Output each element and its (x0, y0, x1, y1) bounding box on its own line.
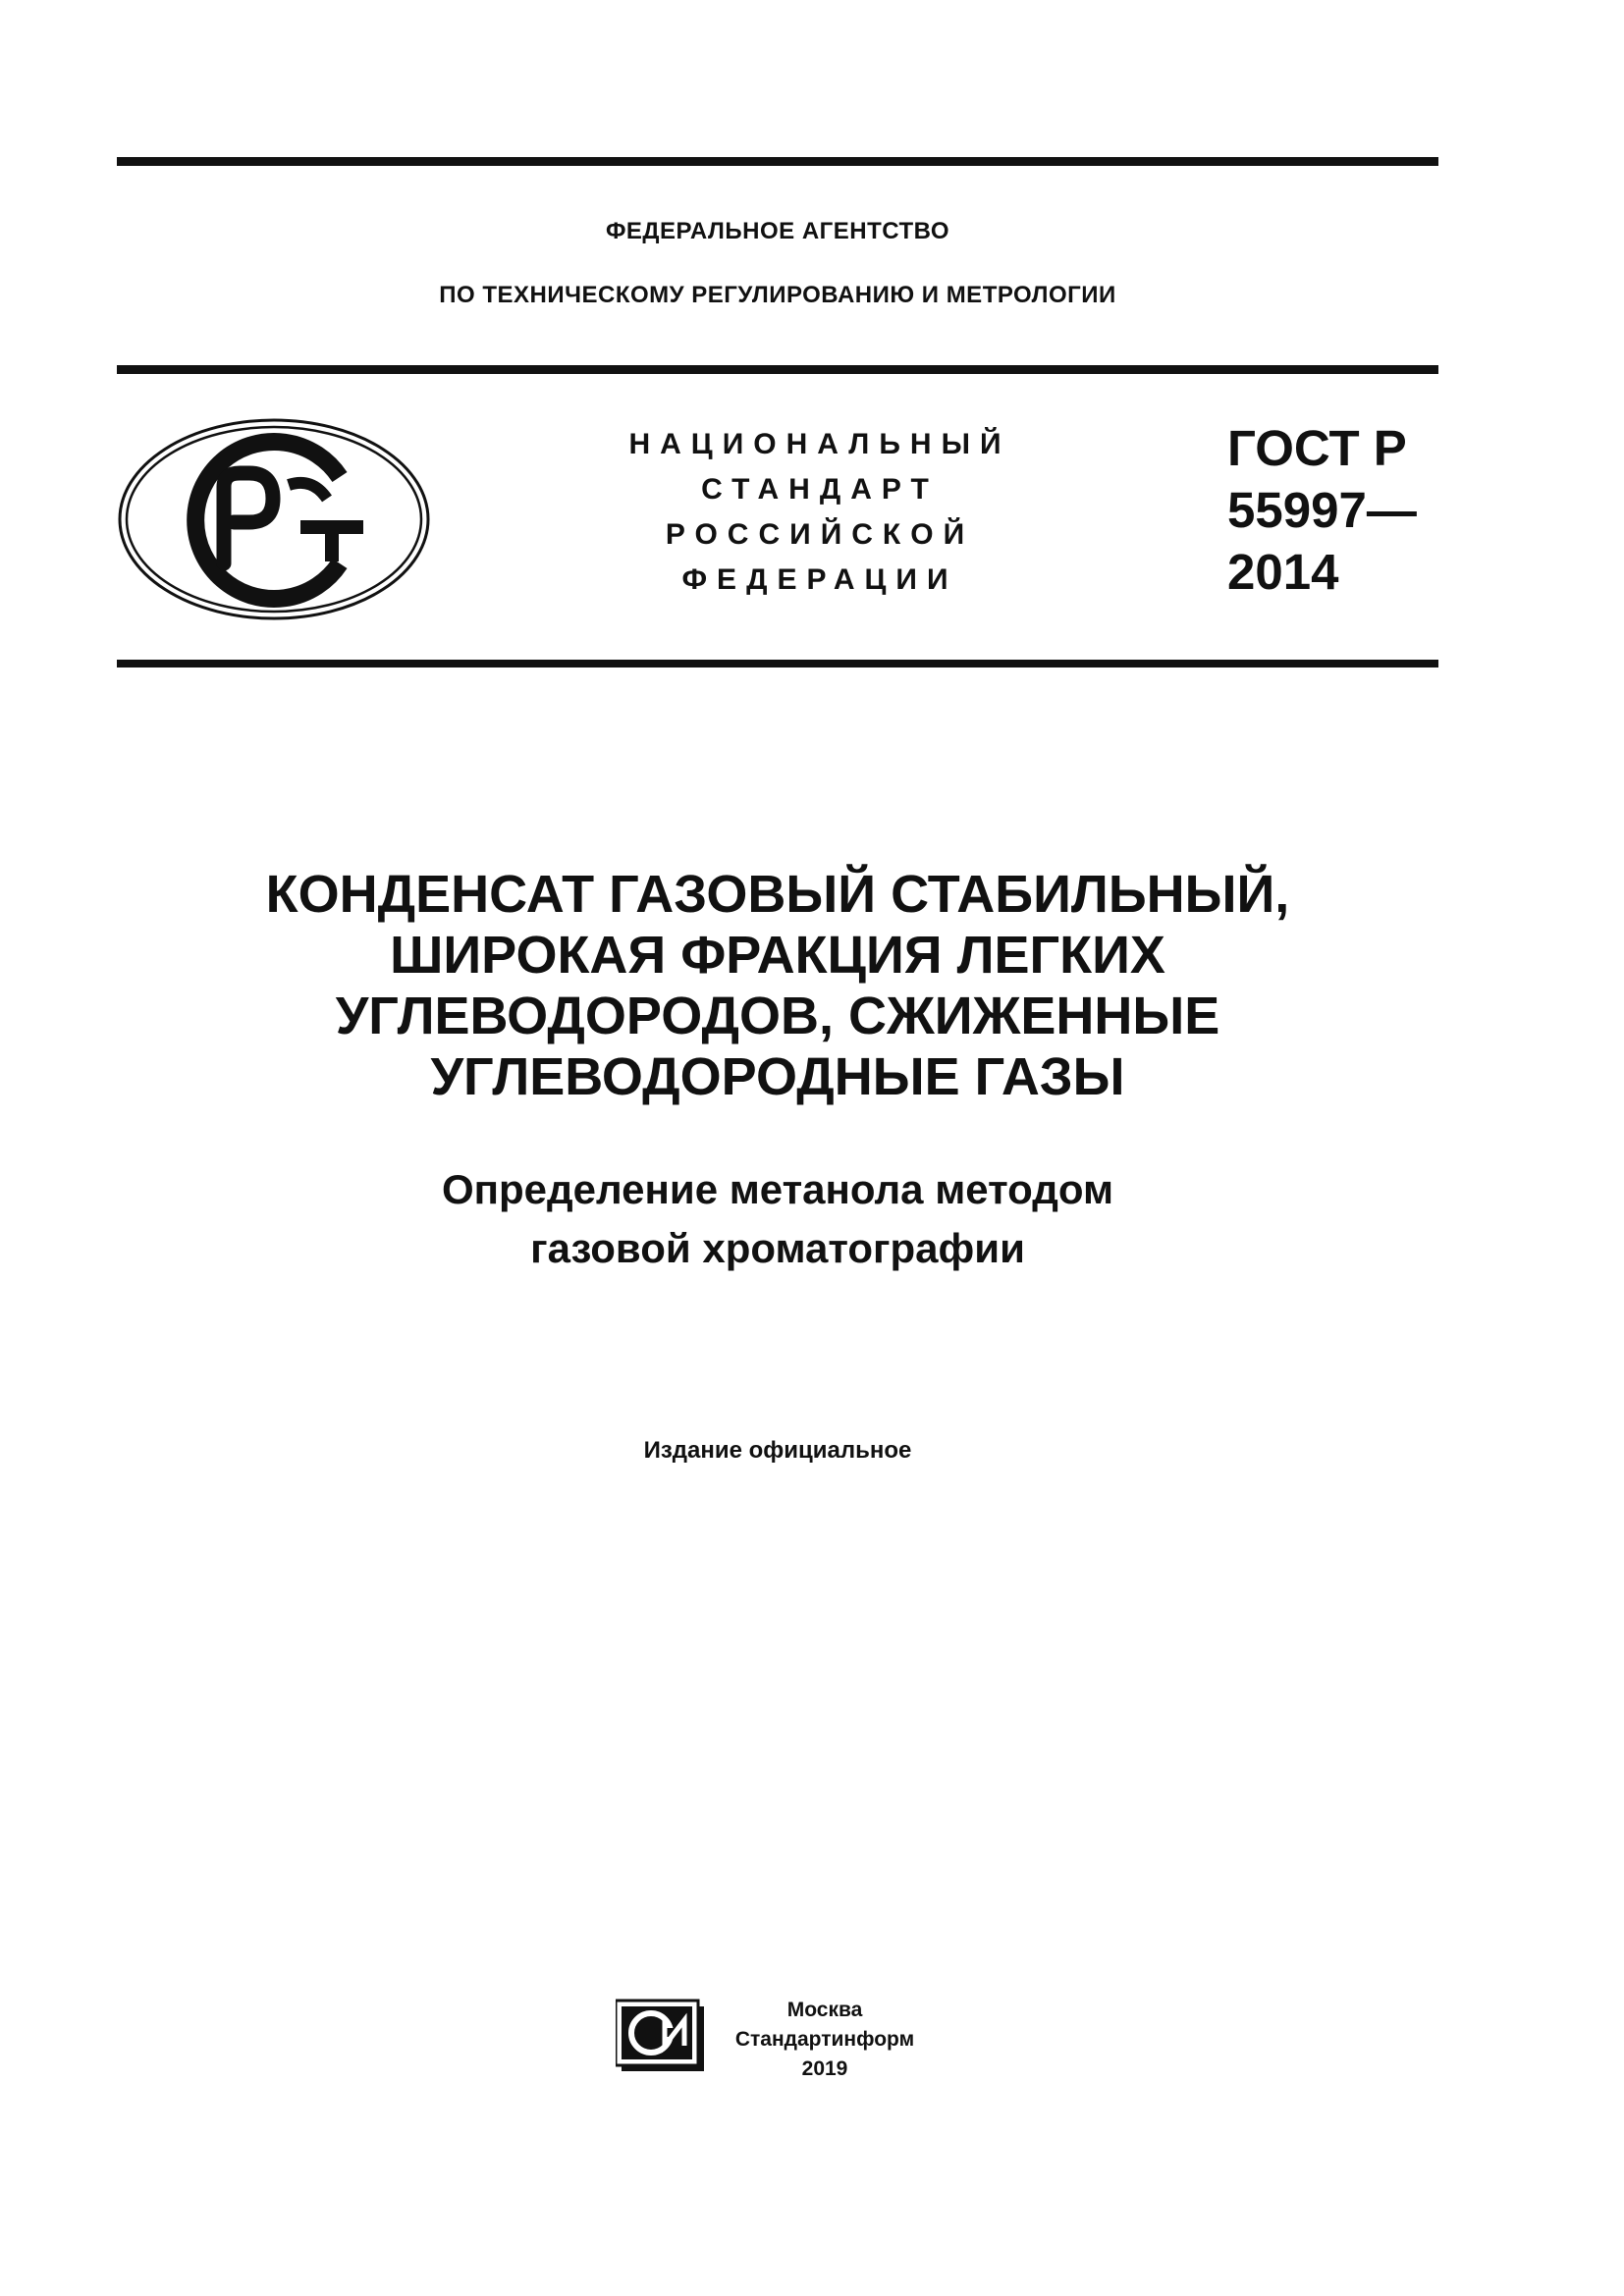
title-line-1: КОНДЕНСАТ ГАЗОВЫЙ СТАБИЛЬНЫЙ, (265, 865, 1290, 924)
national-line-4: ФЕДЕРАЦИИ (681, 563, 958, 596)
document-title (117, 864, 1438, 1107)
top-rule (117, 157, 1438, 166)
standard-code-line-3: 2014 (1227, 544, 1339, 600)
national-line-3: РОССИЙСКОЙ (665, 518, 975, 551)
standard-code-line-1: ГОСТ Р (1227, 420, 1407, 476)
document-subtitle (117, 1160, 1438, 1278)
agency-line-1: ФЕДЕРАЛЬНОЕ АГЕНТСТВО (605, 218, 950, 244)
national-standard-label (589, 422, 1051, 603)
rst-logo-icon (116, 416, 432, 622)
standard-bottom-rule (117, 660, 1438, 667)
agency-bottom-rule (117, 365, 1438, 374)
subtitle-line-2: газовой хроматографии (530, 1225, 1025, 1271)
publisher-block (727, 1996, 923, 2084)
publisher-name: Стандартинформ (734, 2028, 915, 2051)
agency-line-2: ПО ТЕХНИЧЕСКОМУ РЕГУЛИРОВАНИЮ И МЕТРОЛОГИИ (439, 282, 1116, 308)
title-line-3: УГЛЕВОДОРОДОВ, СЖИЖЕННЫЕ (335, 987, 1220, 1045)
national-line-2: СТАНДАРТ (701, 473, 939, 506)
edition-label: Издание официальное (643, 1437, 912, 1464)
standartinform-logo-icon (616, 1999, 707, 2073)
subtitle-line-1: Определение метанола методом (441, 1166, 1114, 1212)
standard-code-line-2: 55997— (1227, 482, 1417, 538)
publisher-year: 2019 (801, 2057, 848, 2080)
publisher-city: Москва (786, 1999, 863, 2021)
title-line-4: УГЛЕВОДОРОДНЫЕ ГАЗЫ (430, 1047, 1125, 1106)
standard-code (1227, 417, 1453, 603)
title-line-2: ШИРОКАЯ ФРАКЦИЯ ЛЕГКИХ (390, 926, 1165, 985)
national-line-1: НАЦИОНАЛЬНЫЙ (628, 428, 1011, 460)
